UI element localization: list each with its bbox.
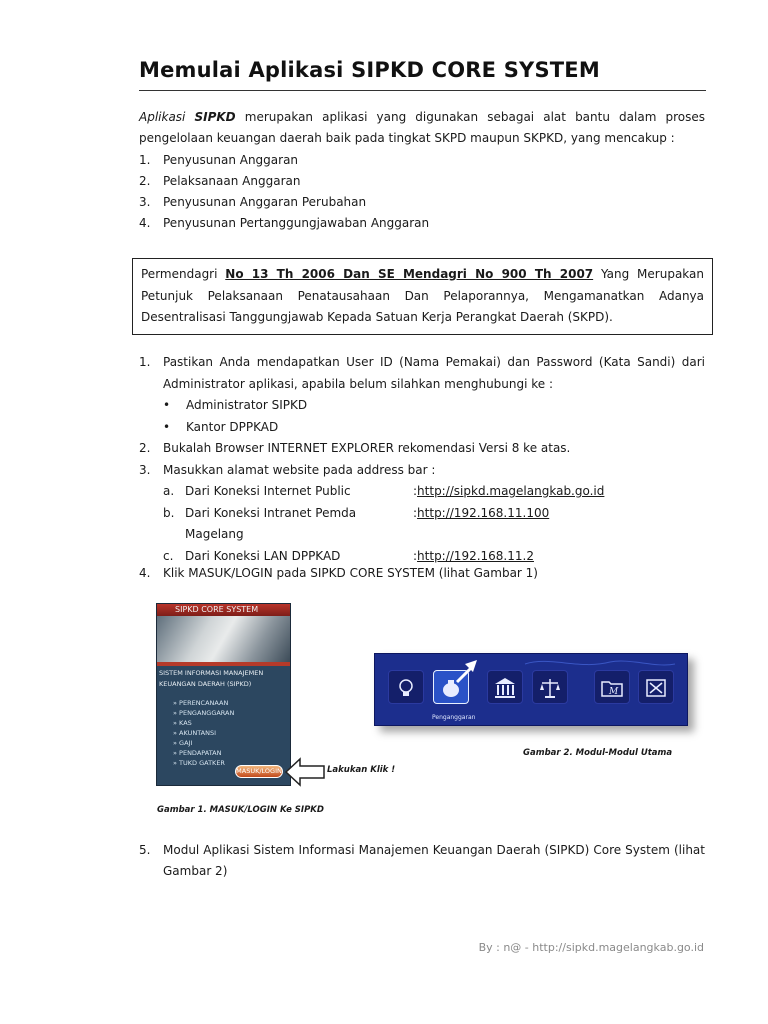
menu-item[interactable]: » GAJI	[173, 739, 193, 747]
url-link[interactable]: http://sipkd.magelangkab.go.id	[417, 484, 605, 498]
address-option-b: b. Dari Koneksi Intranet Pemda Magelang : http://192.168.11.100	[163, 503, 705, 546]
list-item: • Administrator SIPKD	[163, 395, 705, 417]
contact-bullets	[163, 395, 705, 438]
system-name: SISTEM INFORMASI MANAJEMEN KEUANGAN DAERAH (SIPKD)	[159, 669, 264, 688]
scale-icon	[538, 676, 562, 700]
regulation-box	[132, 258, 713, 335]
list-item: 3. Penyusunan Anggaran Perubahan	[139, 195, 367, 209]
step-2: 2. Bukalah Browser INTERNET EXPLORER rekomendasi Versi 8 ke atas.	[139, 441, 571, 455]
url-link[interactable]: http://192.168.11.100	[417, 505, 550, 520]
pointer-arrow-icon	[453, 658, 493, 688]
module-label: Penganggaran	[432, 714, 476, 721]
list-item: 2. Pelaksanaan Anggaran	[139, 174, 301, 188]
title-underline	[139, 90, 706, 91]
bullet-icon: •	[163, 419, 171, 434]
menu-item[interactable]: » PENDAPATAN	[173, 749, 222, 757]
app-name: SIPKD	[194, 110, 236, 124]
step-1: 1. Pastikan Anda mendapatkan User ID (Nama Pemakai) dan Password (Kata Sandi) dari Administrator aplikasi, apabila belum silahkan menghubungi ke :	[139, 355, 705, 391]
intro-text: merupakan aplikasi yang digunakan sebagai alat bantu dalam proses pengelolaan keuangan daerah baik pada tingkat SKPD maupun SKPKD, yang mencakup :	[139, 110, 705, 145]
steps-list	[139, 352, 705, 567]
figure-1-login-screenshot	[156, 603, 291, 786]
lightbulb-icon	[394, 676, 418, 700]
menu-item[interactable]: » PERENCANAAN	[173, 699, 229, 707]
url-link[interactable]: http://192.168.11.2	[417, 548, 534, 563]
regulation-prefix: Permendagri	[141, 267, 226, 281]
module-tools[interactable]	[638, 670, 674, 704]
list-item: 1. Penyusunan Anggaran	[139, 153, 299, 167]
figure-1-caption: Gambar 1. MASUK/LOGIN Ke SIPKD	[157, 805, 324, 815]
folder-icon	[600, 676, 624, 700]
scope-list	[139, 150, 429, 234]
list-item: • Kantor DPPKAD	[163, 417, 705, 439]
click-callout: Lakukan Klik !	[327, 765, 396, 775]
bank-icon	[493, 676, 517, 700]
module-menu	[157, 690, 290, 768]
module-folder[interactable]	[594, 670, 630, 704]
sipkd-header: SIPKD CORE SYSTEM	[157, 604, 290, 616]
figure-2-caption: Gambar 2. Modul-Modul Utama	[523, 748, 673, 758]
regulation-text: Yang Merupakan Petunjuk Pelaksanaan Penatausahaan Dan Pelaporannya, Mengamanatkan Adanya Desentralisasi Tanggungjawab Kepada Satuan Kerja Perangkat Daerah (SKPD).	[141, 267, 704, 324]
menu-item[interactable]: » KAS	[173, 719, 192, 727]
address-option-c: c. Dari Koneksi LAN DPPKAD : http://192.168.11.2	[163, 546, 705, 568]
step-3: 3. Masukkan alamat website pada address bar :	[139, 462, 436, 477]
intro-prefix: Aplikasi	[139, 110, 195, 124]
page-title: Memulai Aplikasi SIPKD CORE SYSTEM	[139, 58, 600, 82]
header-photo	[157, 616, 290, 662]
svg-text:M: M	[609, 687, 619, 697]
tools-icon	[644, 676, 668, 700]
intro-paragraph	[139, 107, 705, 149]
step-4: 4. Klik MASUK/LOGIN pada SIPKD CORE SYSTEM (lihat Gambar 1)	[139, 566, 538, 580]
menu-item[interactable]: » TUKD GATKER	[173, 759, 225, 767]
module-perencanaan[interactable]	[388, 670, 424, 704]
arrow-left-icon	[284, 757, 326, 787]
list-item: 4. Penyusunan Pertanggungjawaban Anggaran	[139, 216, 430, 230]
address-option-a: a. Dari Koneksi Internet Public : http://sipkd.magelangkab.go.id	[163, 481, 705, 503]
regulation-reference: No 13 Th 2006 Dan SE Mendagri No 900 Th 2007	[225, 267, 594, 281]
login-button[interactable]: MASUK/LOGIN	[235, 765, 283, 778]
footer-credit: By : n@ - http://sipkd.magelangkab.go.id	[478, 941, 704, 954]
menu-item[interactable]: » PENGANGGARAN	[173, 709, 235, 717]
bullet-icon: •	[163, 398, 171, 412]
figure-2-modules-screenshot	[374, 653, 688, 726]
step-5: 5. Modul Aplikasi Sistem Informasi Manajemen Keuangan Daerah (SIPKD) Core System (lihat Gambar 2)	[139, 843, 705, 878]
menu-item[interactable]: » AKUNTANSI	[173, 729, 217, 737]
module-akuntansi[interactable]	[532, 670, 568, 704]
